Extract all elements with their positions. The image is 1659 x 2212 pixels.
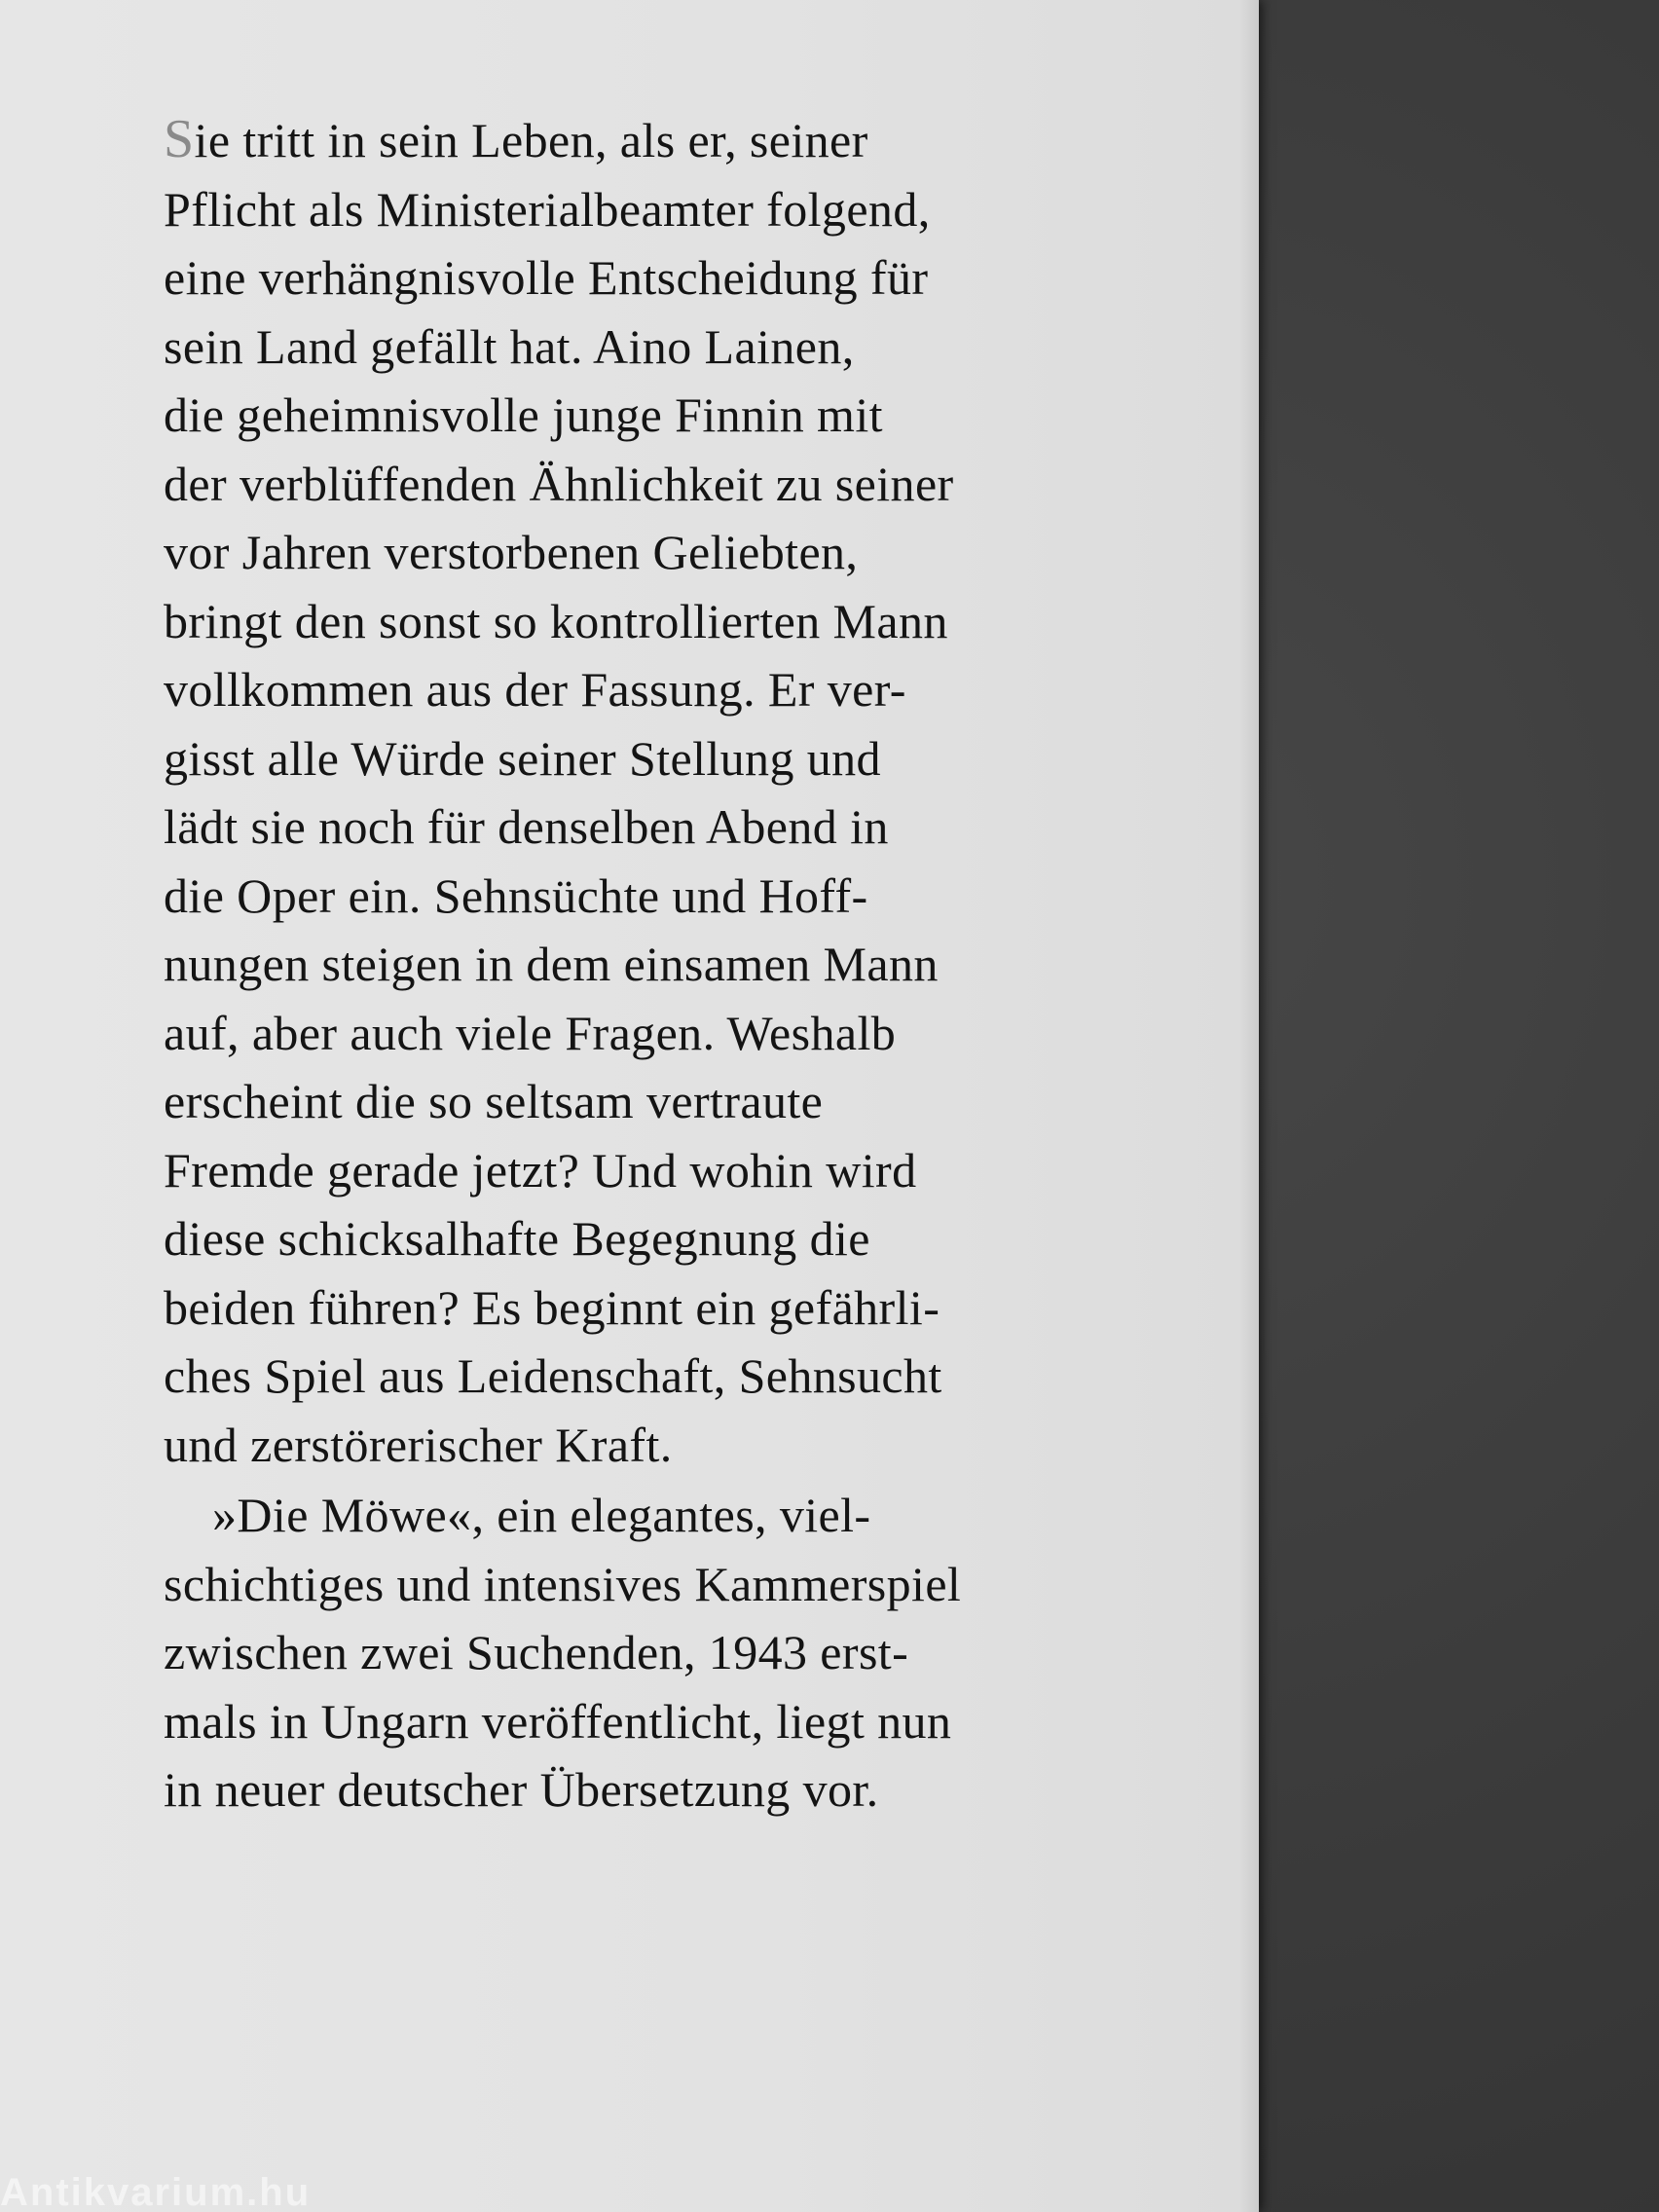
text-line: bringt den sonst so kontrollierten Mann [164, 593, 948, 648]
text-line: mals in Ungarn veröffentlicht, liegt nun [164, 1693, 952, 1749]
text-line: Fremde gerade jetzt? Und wohin wird [164, 1142, 917, 1198]
text-line: »Die Möwe«, ein elegantes, viel- [212, 1488, 871, 1542]
text-line: Sie tritt in sein Leben, als er, seiner [164, 109, 868, 169]
text-line: vollkommen aus der Fassung. Er ver- [164, 662, 906, 717]
text-line: die Oper ein. Sehnsüchte und Hoff- [164, 867, 868, 923]
text-line: Pflicht als Ministerialbeamter folgend, [164, 181, 931, 237]
blurb-text [164, 105, 1079, 1825]
text-line: sein Land gefällt hat. Aino Lainen, [164, 318, 855, 374]
text-line: eine verhängnisvolle Entscheidung für [164, 250, 929, 305]
text-line: die geheimnisvolle junge Finnin mit [164, 387, 883, 442]
text-line: schichtiges und intensives Kammerspiel [164, 1556, 962, 1611]
text-line: nungen steigen in dem einsamen Mann [164, 937, 939, 991]
text-line: in neuer deutscher Übersetzung vor. [164, 1762, 879, 1817]
text-line: vor Jahren verstorbenen Geliebten, [164, 525, 859, 579]
text-line: auf, aber auch viele Fragen. Weshalb [164, 1005, 897, 1060]
text-line: ches Spiel aus Leidenschaft, Sehnsucht [164, 1348, 942, 1403]
text-line: lädt sie noch für denselben Abend in [164, 799, 889, 854]
watermark: Antikvarium.hu [0, 2171, 312, 2212]
paragraph-2 [164, 1481, 1079, 1825]
text-line: gisst alle Würde seiner Stellung und [164, 730, 881, 786]
paragraph-1 [164, 105, 1079, 1479]
text-line: diese schicksalhafte Begegnung die [164, 1211, 870, 1266]
text-line: beiden führen? Es beginnt ein gefährli- [164, 1279, 940, 1335]
text-line: der verblüffenden Ähnlichkeit zu seiner [164, 456, 954, 511]
text-line: zwischen zwei Suchenden, 1943 erst- [164, 1625, 909, 1679]
page-edge-shadow [1239, 0, 1259, 2212]
text-line: und zerstörerischer Kraft. [164, 1417, 673, 1472]
text-line: erscheint die so seltsam vertraute [164, 1074, 824, 1128]
drop-cap: S [164, 109, 195, 169]
